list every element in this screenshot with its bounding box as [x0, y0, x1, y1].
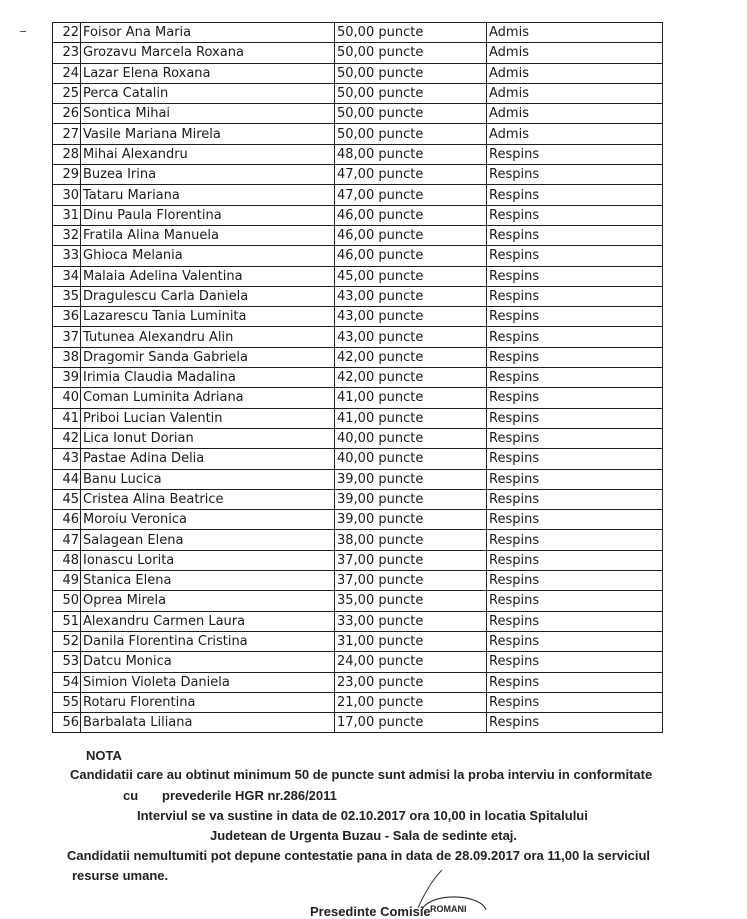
- result-cell: Admis: [487, 23, 663, 43]
- points-cell: 23,00 puncte: [335, 672, 487, 692]
- candidate-name: Pastae Adina Delia: [81, 449, 335, 469]
- result-cell: Respins: [487, 550, 663, 570]
- table-row: [53, 388, 663, 408]
- table-row: [53, 611, 663, 631]
- candidate-name: Oprea Mirela: [81, 591, 335, 611]
- points-cell: 45,00 puncte: [335, 266, 487, 286]
- candidate-name: Tataru Mariana: [81, 185, 335, 205]
- points-cell: 47,00 puncte: [335, 185, 487, 205]
- table-row: [53, 225, 663, 245]
- row-number: 26: [53, 104, 81, 124]
- candidate-name: Foisor Ana Maria: [81, 23, 335, 43]
- table-row: [53, 692, 663, 712]
- result-cell: Respins: [487, 225, 663, 245]
- nota-line-4: Judetean de Urgenta Buzau - Sala de sedinte etaj.: [210, 828, 518, 843]
- points-cell: 50,00 puncte: [335, 43, 487, 63]
- result-cell: Respins: [487, 571, 663, 591]
- points-cell: 39,00 puncte: [335, 489, 487, 509]
- table-row: [53, 83, 663, 103]
- result-cell: Respins: [487, 530, 663, 550]
- result-cell: Respins: [487, 631, 663, 651]
- candidate-name: Banu Lucica: [81, 469, 335, 489]
- candidate-name: Mihai Alexandru: [81, 144, 335, 164]
- table-row: [53, 104, 663, 124]
- result-cell: Respins: [487, 449, 663, 469]
- candidate-name: Dragomir Sanda Gabriela: [81, 347, 335, 367]
- candidate-name: Vasile Mariana Mirela: [81, 124, 335, 144]
- candidate-name: Malaia Adelina Valentina: [81, 266, 335, 286]
- row-number: 43: [53, 449, 81, 469]
- table-row: [53, 510, 663, 530]
- candidate-name: Datcu Monica: [81, 652, 335, 672]
- row-number: 44: [53, 469, 81, 489]
- results-table-body: [53, 23, 663, 733]
- candidate-name: Lazar Elena Roxana: [81, 63, 335, 83]
- result-cell: Respins: [487, 713, 663, 733]
- row-number: 54: [53, 672, 81, 692]
- points-cell: 48,00 puncte: [335, 144, 487, 164]
- candidate-name: Moroiu Veronica: [81, 510, 335, 530]
- result-cell: Respins: [487, 165, 663, 185]
- row-number: 29: [53, 165, 81, 185]
- result-cell: Respins: [487, 408, 663, 428]
- row-number: 39: [53, 368, 81, 388]
- candidate-name: Coman Luminita Adriana: [81, 388, 335, 408]
- candidate-name: Fratila Alina Manuela: [81, 225, 335, 245]
- nota-line-6: resurse umane.: [72, 868, 169, 883]
- row-number: 33: [53, 246, 81, 266]
- row-number: 40: [53, 388, 81, 408]
- row-number: 51: [53, 611, 81, 631]
- result-cell: Respins: [487, 672, 663, 692]
- table-row: [53, 368, 663, 388]
- row-number: 38: [53, 347, 81, 367]
- result-cell: Respins: [487, 307, 663, 327]
- candidate-name: Cristea Alina Beatrice: [81, 489, 335, 509]
- result-cell: Respins: [487, 266, 663, 286]
- candidate-name: Barbalata Liliana: [81, 713, 335, 733]
- row-number: 41: [53, 408, 81, 428]
- points-cell: 38,00 puncte: [335, 530, 487, 550]
- result-cell: Admis: [487, 83, 663, 103]
- points-cell: 40,00 puncte: [335, 428, 487, 448]
- row-number: 23: [53, 43, 81, 63]
- table-row: [53, 266, 663, 286]
- table-row: [53, 165, 663, 185]
- points-cell: 33,00 puncte: [335, 611, 487, 631]
- candidate-name: Perca Catalin: [81, 83, 335, 103]
- table-row: [53, 713, 663, 733]
- candidate-name: Dragulescu Carla Daniela: [81, 286, 335, 306]
- table-row: [53, 530, 663, 550]
- points-cell: 17,00 puncte: [335, 713, 487, 733]
- table-row: [53, 124, 663, 144]
- row-number: 45: [53, 489, 81, 509]
- nota-line-1: Candidatii care au obtinut minimum 50 de puncte sunt admisi la proba interviu in conformitate: [70, 767, 653, 782]
- result-cell: Respins: [487, 591, 663, 611]
- result-cell: Respins: [487, 205, 663, 225]
- row-number: 24: [53, 63, 81, 83]
- result-cell: Respins: [487, 652, 663, 672]
- signature-label: Presedinte Comisie: [310, 904, 431, 919]
- points-cell: 47,00 puncte: [335, 165, 487, 185]
- points-cell: 50,00 puncte: [335, 124, 487, 144]
- candidate-name: Priboi Lucian Valentin: [81, 408, 335, 428]
- result-cell: Respins: [487, 428, 663, 448]
- points-cell: 40,00 puncte: [335, 449, 487, 469]
- table-row: [53, 652, 663, 672]
- table-row: [53, 185, 663, 205]
- table-row: [53, 286, 663, 306]
- candidate-name: Buzea Irina: [81, 165, 335, 185]
- nota-line-3: Interviul se va sustine in data de 02.10.2017 ora 10,00 in locatia Spitalului: [137, 808, 588, 823]
- table-row: [53, 408, 663, 428]
- points-cell: 43,00 puncte: [335, 286, 487, 306]
- table-row: [53, 347, 663, 367]
- points-cell: 50,00 puncte: [335, 104, 487, 124]
- result-cell: Respins: [487, 286, 663, 306]
- row-number: 22: [53, 23, 81, 43]
- nota-line-2b: prevederile HGR nr.286/2011: [162, 788, 337, 803]
- candidate-name: Dinu Paula Florentina: [81, 205, 335, 225]
- table-row: [53, 591, 663, 611]
- results-table: [52, 22, 663, 733]
- result-cell: Respins: [487, 144, 663, 164]
- row-number: 46: [53, 510, 81, 530]
- row-number: 30: [53, 185, 81, 205]
- row-number: 47: [53, 530, 81, 550]
- candidate-name: Tutunea Alexandru Alin: [81, 327, 335, 347]
- signature-area: [300, 868, 500, 919]
- points-cell: 42,00 puncte: [335, 368, 487, 388]
- points-cell: 35,00 puncte: [335, 591, 487, 611]
- table-row: [53, 571, 663, 591]
- result-cell: Respins: [487, 246, 663, 266]
- result-cell: Respins: [487, 489, 663, 509]
- row-number: 50: [53, 591, 81, 611]
- nota-heading: NOTA: [86, 748, 122, 763]
- points-cell: 50,00 puncte: [335, 83, 487, 103]
- row-number: 36: [53, 307, 81, 327]
- result-cell: Respins: [487, 368, 663, 388]
- points-cell: 21,00 puncte: [335, 692, 487, 712]
- candidate-name: Simion Violeta Daniela: [81, 672, 335, 692]
- row-number: 55: [53, 692, 81, 712]
- candidate-name: Ionascu Lorita: [81, 550, 335, 570]
- points-cell: 46,00 puncte: [335, 205, 487, 225]
- points-cell: 42,00 puncte: [335, 347, 487, 367]
- points-cell: 50,00 puncte: [335, 23, 487, 43]
- points-cell: 46,00 puncte: [335, 246, 487, 266]
- table-row: [53, 672, 663, 692]
- row-number: 31: [53, 205, 81, 225]
- result-cell: Respins: [487, 185, 663, 205]
- candidate-name: Rotaru Florentina: [81, 692, 335, 712]
- row-number: 34: [53, 266, 81, 286]
- table-row: [53, 550, 663, 570]
- row-number: 53: [53, 652, 81, 672]
- points-cell: 46,00 puncte: [335, 225, 487, 245]
- candidate-name: Alexandru Carmen Laura: [81, 611, 335, 631]
- row-number: 35: [53, 286, 81, 306]
- candidate-name: Lazarescu Tania Luminita: [81, 307, 335, 327]
- table-row: [53, 63, 663, 83]
- result-cell: Respins: [487, 692, 663, 712]
- table-row: [53, 144, 663, 164]
- points-cell: 31,00 puncte: [335, 631, 487, 651]
- row-number: 42: [53, 428, 81, 448]
- points-cell: 50,00 puncte: [335, 63, 487, 83]
- table-row: [53, 428, 663, 448]
- table-row: [53, 631, 663, 651]
- margin-mark: [20, 31, 26, 32]
- points-cell: 24,00 puncte: [335, 652, 487, 672]
- points-cell: 39,00 puncte: [335, 510, 487, 530]
- candidate-name: Sontica Mihai: [81, 104, 335, 124]
- table-row: [53, 43, 663, 63]
- candidate-name: Irimia Claudia Madalina: [81, 368, 335, 388]
- row-number: 32: [53, 225, 81, 245]
- row-number: 37: [53, 327, 81, 347]
- row-number: 56: [53, 713, 81, 733]
- result-cell: Respins: [487, 469, 663, 489]
- result-cell: Admis: [487, 124, 663, 144]
- result-cell: Respins: [487, 327, 663, 347]
- points-cell: 37,00 puncte: [335, 550, 487, 570]
- table-row: [53, 23, 663, 43]
- row-number: 48: [53, 550, 81, 570]
- points-cell: 37,00 puncte: [335, 571, 487, 591]
- result-cell: Respins: [487, 347, 663, 367]
- points-cell: 39,00 puncte: [335, 469, 487, 489]
- table-row: [53, 449, 663, 469]
- result-cell: Admis: [487, 63, 663, 83]
- result-cell: Respins: [487, 510, 663, 530]
- candidate-name: Lica Ionut Dorian: [81, 428, 335, 448]
- table-row: [53, 205, 663, 225]
- points-cell: 43,00 puncte: [335, 307, 487, 327]
- row-number: 28: [53, 144, 81, 164]
- table-row: [53, 307, 663, 327]
- nota-line-2a: cu: [123, 788, 139, 803]
- points-cell: 41,00 puncte: [335, 408, 487, 428]
- table-row: [53, 327, 663, 347]
- candidate-name: Salagean Elena: [81, 530, 335, 550]
- row-number: 52: [53, 631, 81, 651]
- row-number: 49: [53, 571, 81, 591]
- stamp-text: ROMANI: [430, 904, 467, 914]
- result-cell: Admis: [487, 43, 663, 63]
- candidate-name: Ghioca Melania: [81, 246, 335, 266]
- result-cell: Respins: [487, 388, 663, 408]
- candidate-name: Grozavu Marcela Roxana: [81, 43, 335, 63]
- table-row: [53, 246, 663, 266]
- points-cell: 41,00 puncte: [335, 388, 487, 408]
- points-cell: 43,00 puncte: [335, 327, 487, 347]
- candidate-name: Danila Florentina Cristina: [81, 631, 335, 651]
- result-cell: Respins: [487, 611, 663, 631]
- candidate-name: Stanica Elena: [81, 571, 335, 591]
- nota-line-5: Candidatii nemultumiti pot depune contestatie pana in data de 28.09.2017 ora 11,00 la serviciul: [67, 848, 651, 863]
- result-cell: Admis: [487, 104, 663, 124]
- row-number: 27: [53, 124, 81, 144]
- table-row: [53, 469, 663, 489]
- table-row: [53, 489, 663, 509]
- row-number: 25: [53, 83, 81, 103]
